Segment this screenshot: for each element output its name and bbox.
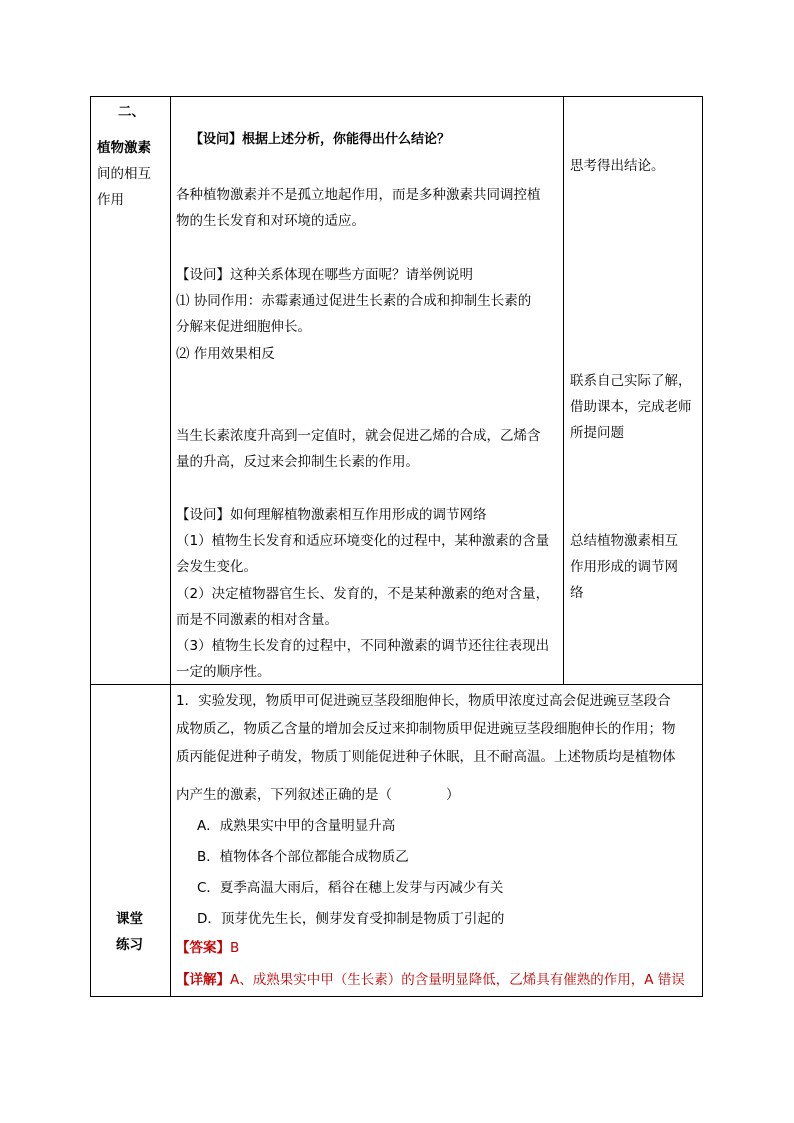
note-3-line: （3）植物生长发育的过程中，不同种激素的调节还往往表现出 bbox=[176, 638, 550, 654]
detail-text: A、成熟果实中甲（生长素）的含量明显降低，乙烯具有催熟的作用，A 错误 bbox=[230, 972, 685, 988]
point-3-line: 量的升高，反过来会抑制生长素的作用。 bbox=[176, 454, 419, 470]
answer-value: B bbox=[230, 940, 240, 956]
note-1-line: （1）植物生长发育和适应环境变化的过程中，某种激素的含量 bbox=[176, 533, 550, 549]
question-text-line: 成物质乙，物质乙含量的增加会反过来抑制物质甲促进豌豆茎段细胞伸长的作用；物 bbox=[176, 721, 676, 737]
answer-line bbox=[176, 935, 239, 961]
option-c: C．夏季高温大雨后，稻谷在穗上发芽与丙减少有关 bbox=[197, 880, 504, 896]
option-d: D．顶芽优先生长，侧芽发育受抑制是物质丁引起的 bbox=[197, 911, 505, 927]
question-2: 【设问】这种关系体现在哪些方面呢？请举例说明 bbox=[176, 267, 473, 283]
note-1-line: 会发生变化。 bbox=[176, 559, 257, 575]
question-text-line: 1．实验发现，物质甲可促进豌豆茎段细胞伸长，物质甲浓度过高会促进豌豆茎段合 bbox=[176, 693, 671, 709]
point-3-line: 当生长素浓度升高到一定值时，就会促进乙烯的合成，乙烯含 bbox=[176, 428, 541, 444]
section1-title-line: 作用 bbox=[97, 192, 124, 208]
question-text-line: 内产生的激素，下列叙述正确的是（ ） bbox=[176, 787, 460, 803]
point-1-line: 分解来促进细胞伸长。 bbox=[176, 319, 311, 335]
student-activity-1: 思考得出结论。 bbox=[570, 158, 665, 174]
question-3: 【设问】如何理解植物激素相互作用形成的调节网络 bbox=[176, 507, 487, 523]
detail-tag: 【详解】 bbox=[176, 972, 230, 988]
answer-tag: 【答案】 bbox=[176, 940, 230, 956]
column-divider-right bbox=[563, 96, 564, 685]
point-2: ⑵ 作用效果相反 bbox=[176, 346, 275, 362]
section2-title-line: 练习 bbox=[116, 937, 143, 953]
answer-1-line: 物的生长发育和对环境的适应。 bbox=[176, 213, 365, 229]
section2-title-line: 课堂 bbox=[116, 911, 143, 927]
question-1: 【设问】根据上述分析，你能得出什么结论？ bbox=[190, 132, 451, 147]
student-activity-3-line: 总结植物激素相互 bbox=[570, 533, 678, 549]
student-activity-2-line: 借助课本，完成老师 bbox=[570, 399, 692, 415]
student-activity-3-line: 作用形成的调节网 bbox=[570, 559, 678, 575]
answer-1-line: 各种植物激素并不是孤立地起作用，而是多种激素共同调控植 bbox=[176, 187, 541, 203]
detail-line bbox=[176, 967, 685, 993]
note-2-line: 而是不同激素的相对含量。 bbox=[176, 612, 338, 628]
option-a: A．成熟果实中甲的含量明显升高 bbox=[197, 818, 396, 834]
note-3-line: 一定的顺序性。 bbox=[176, 664, 271, 680]
note-2-line: （2）决定植物器官生长、发育的，不是某种激素的绝对含量， bbox=[176, 586, 550, 602]
question-text-line: 质丙能促进种子萌发，物质丁则能促进种子休眠，且不耐高温。上述物质均是植物体 bbox=[176, 749, 676, 765]
point-1-line: ⑴ 协同作用：赤霉素通过促进生长素的合成和抑制生长素的 bbox=[176, 293, 532, 309]
section1-title-line: 二、 bbox=[118, 104, 145, 120]
option-b: B．植物体各个部位都能合成物质乙 bbox=[197, 849, 409, 865]
section1-title-line: 植物激素 bbox=[97, 140, 151, 156]
section1-title-line: 间的相互 bbox=[97, 166, 151, 182]
student-activity-2-line: 所提问题 bbox=[570, 425, 624, 441]
student-activity-3-line: 络 bbox=[570, 585, 584, 601]
student-activity-2-line: 联系自己实际了解， bbox=[570, 373, 692, 389]
column-divider-left bbox=[170, 96, 171, 997]
